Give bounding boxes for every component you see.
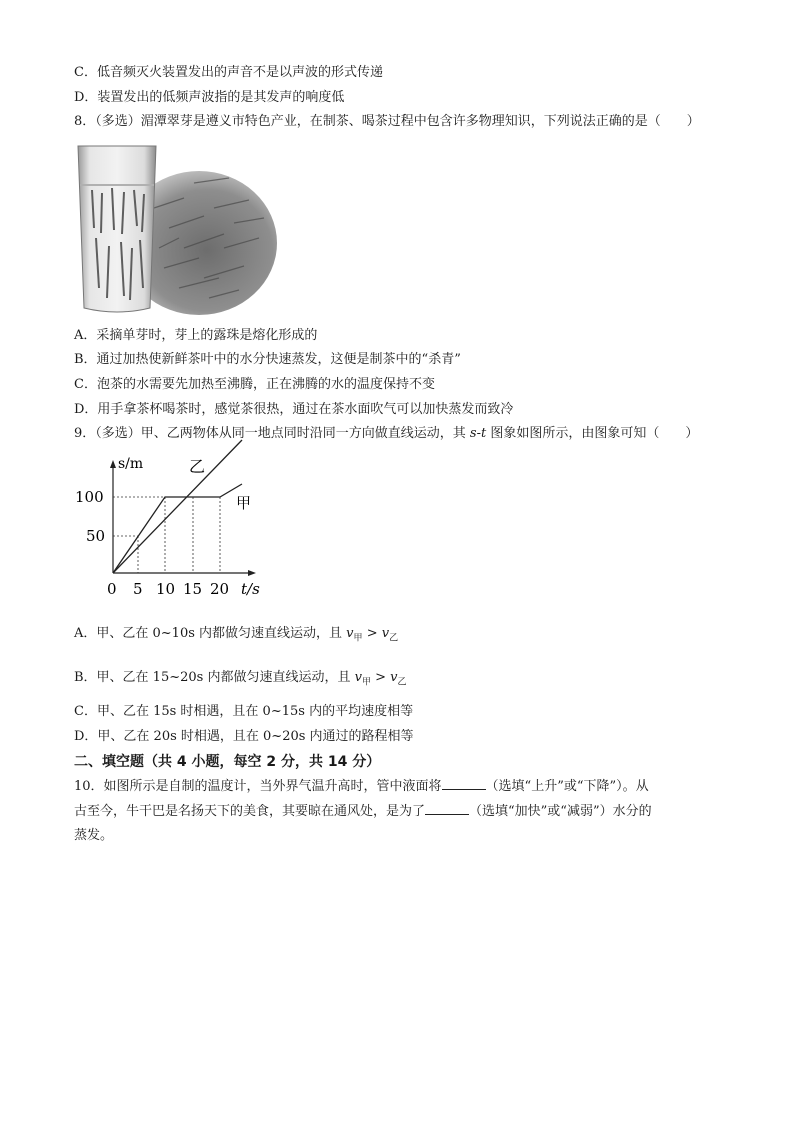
q9-stem-var: s-t — [469, 426, 487, 441]
y-tick-50: 50 — [86, 527, 106, 545]
q8-option-d: D．用手拿茶杯喝茶时，感觉茶很热，通过在茶水面吹气可以加快蒸发而致冷 — [74, 402, 514, 417]
q9-option-d: D．甲、乙在 20s 时相遇，且在 0~20s 内通过的路程相等 — [74, 729, 414, 744]
x-axis-arrow — [248, 570, 256, 576]
q9-stem-suffix: 图象如图所示，由图象可知（ ） — [490, 426, 699, 441]
x-tick-20: 20 — [210, 580, 230, 598]
x-tick-0: 0 — [107, 580, 117, 598]
q8-stem: 8．（多选）湄潭翠芽是遵义市特色产业，在制茶、喝茶过程中包含许多物理知识，下列说法正确的是（ ） — [74, 114, 700, 129]
dotted-guides — [113, 497, 220, 573]
line-jia — [113, 484, 242, 573]
y-tick-100: 100 — [75, 488, 104, 506]
q7-option-d: D．装置发出的低频声波指的是其发声的响度低 — [74, 90, 345, 105]
subscript-jia: 甲 — [361, 677, 371, 688]
q9-option-b — [74, 669, 407, 692]
x-axis-label: t/s — [241, 580, 260, 598]
q8-option-c: C．泡茶的水需要先加热至沸腾，正在沸腾的水的温度保持不变 — [74, 377, 435, 392]
gt-symbol: > — [375, 670, 387, 685]
answer-blank-1[interactable] — [442, 777, 486, 790]
subscript-yi: 乙 — [389, 633, 399, 644]
section-title: 二、填空题（共 4 小题，每空 2 分，共 14 分） — [74, 754, 381, 770]
v-symbol: v — [381, 626, 390, 641]
q8-option-a: A．采摘单芽时，芽上的露珠是熔化形成的 — [74, 328, 318, 343]
subscript-yi: 乙 — [397, 677, 407, 688]
q9-stem-prefix: 9．（多选）甲、乙两物体从同一地点同时沿同一方向做直线运动，其 — [74, 426, 466, 441]
answer-blank-2[interactable] — [425, 802, 469, 815]
q10-part-2: （选填“上升”或“下降”）。从 — [485, 779, 649, 794]
q9-stem — [74, 425, 698, 443]
q10-line-1 — [74, 777, 649, 796]
q10-part-1: 10．如图所示是自制的温度计，当外界气温升高时，管中液面将 — [74, 779, 442, 794]
q8-option-b: B．通过加热使新鲜茶叶中的水分快速蒸发，这便是制茶中的“杀青” — [74, 352, 461, 367]
q10-line-2 — [74, 802, 652, 821]
q7-option-c: C．低音频灭火装置发出的声音不是以声波的形式传递 — [74, 65, 383, 80]
q9-option-b-text: B．甲、乙在 15~20s 内都做匀速直线运动，且 — [74, 670, 351, 685]
q9-option-a — [74, 625, 398, 648]
q9-option-a-text: A．甲、乙在 0~10s 内都做匀速直线运动，且 — [74, 626, 343, 641]
label-jia: 甲 — [236, 494, 252, 512]
q10-part-4: （选填“加快”或“减弱”）水分的 — [469, 804, 652, 819]
v-symbol: v — [346, 626, 354, 641]
q10-line-3: 蒸发。 — [74, 828, 114, 843]
q10-part-3: 古至今，牛干巴是名扬天下的美食，其要晾在通风处，是为了 — [74, 804, 426, 819]
y-axis-label: s/m — [118, 456, 144, 472]
y-axis-arrow — [110, 460, 116, 468]
x-tick-15: 15 — [183, 580, 203, 598]
v-symbol: v — [354, 670, 362, 685]
x-tick-10: 10 — [156, 580, 176, 598]
x-tick-5: 5 — [133, 580, 143, 598]
subscript-jia: 甲 — [353, 633, 363, 644]
v-symbol: v — [390, 670, 398, 685]
q9-option-c: C．甲、乙在 15s 时相遇，且在 0~15s 内的平均速度相等 — [74, 704, 414, 719]
s-t-graph — [75, 448, 272, 603]
gt-symbol: > — [366, 626, 378, 641]
label-yi: 乙 — [189, 457, 206, 476]
tea-photo — [74, 138, 268, 318]
